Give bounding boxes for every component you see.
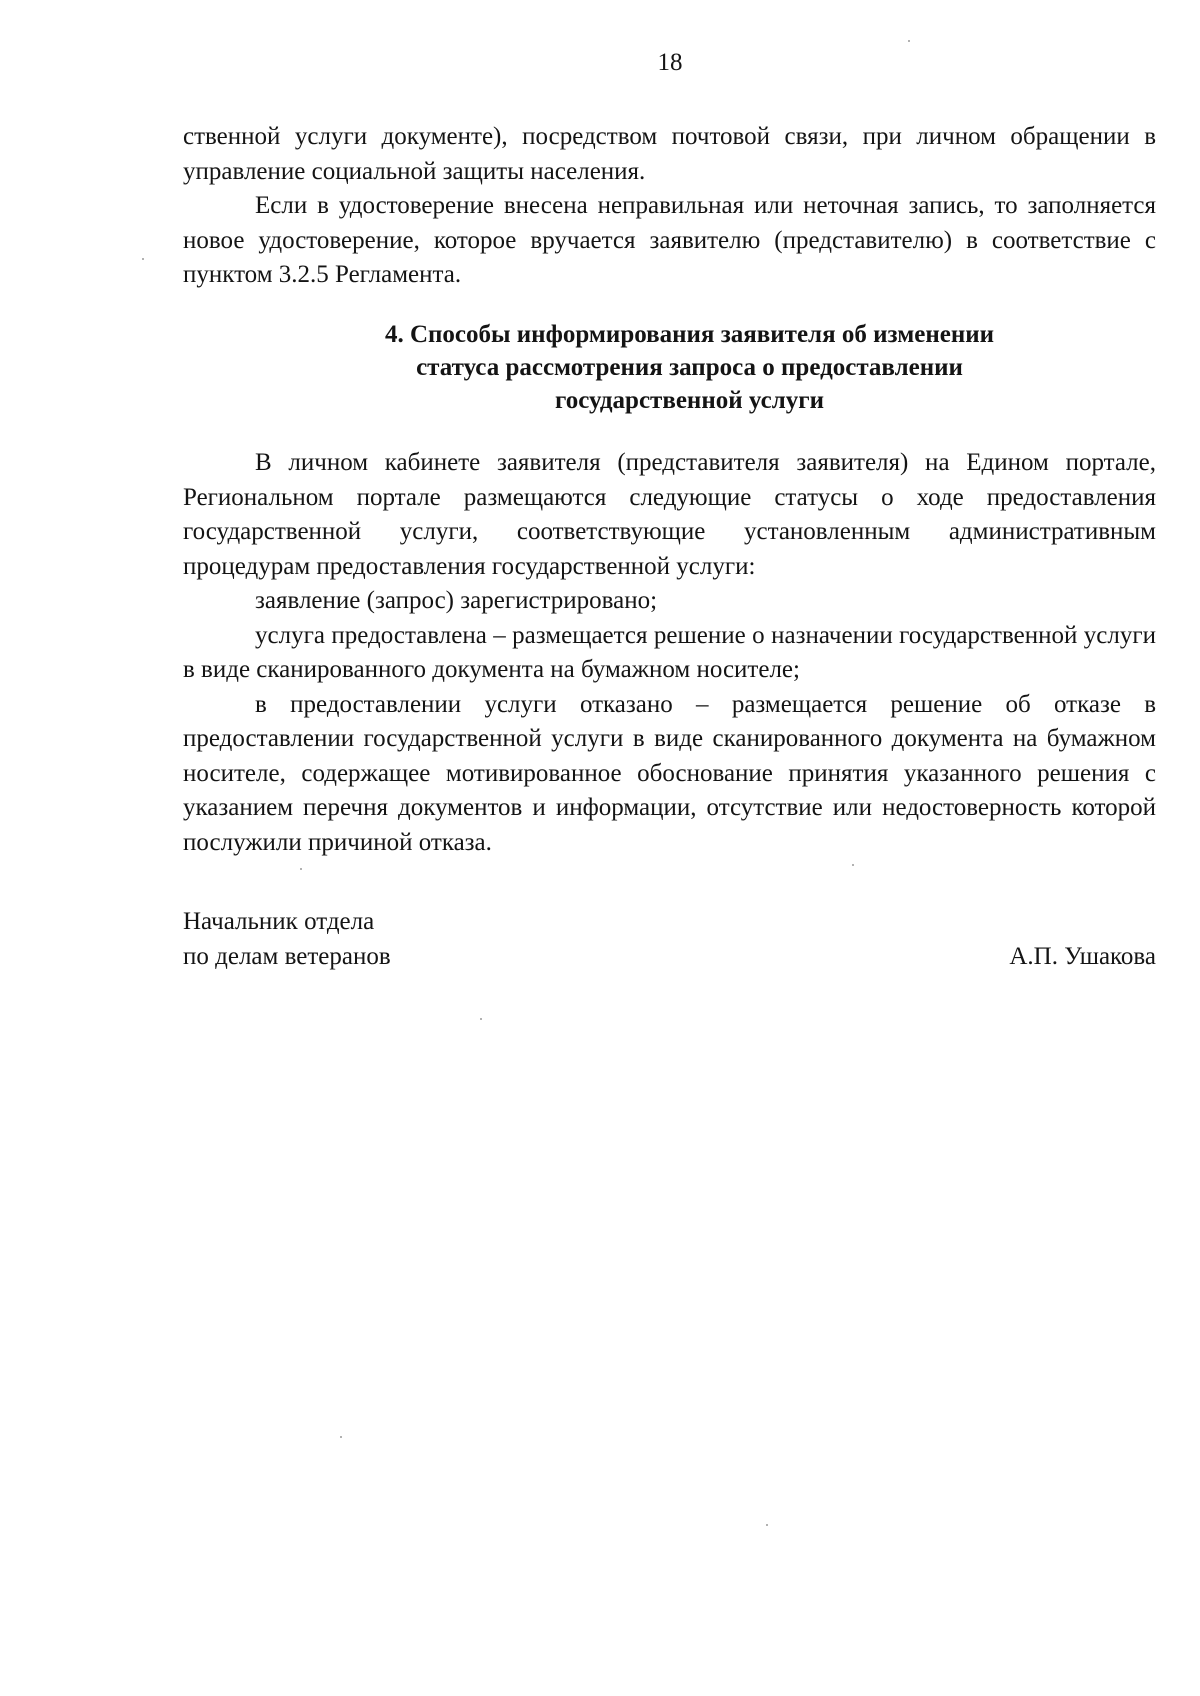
status-service-refused: в предоставлении услуги отказано – размещается решение об отказе в предоставлении государственной услуги в виде сканированного документа на бумажном носителе, содержащее мотивированное обоснование принятия указанного решения с указанием перечня документов и информации, отсутствие или недостоверность которой послужили причиной отказа.	[183, 690, 1156, 856]
position-line-2: по делам ветеранов	[183, 943, 391, 970]
position-line-1: Начальник отдела	[183, 908, 375, 935]
status-text-block	[183, 446, 1156, 860]
scan-speck	[908, 40, 910, 42]
paragraph-continuation: ственной услуги документе), посредством почтовой связи, при личном обращении в управление социальной защиты населения.	[183, 123, 1156, 185]
signatory-name: А.П. Ушакова	[1009, 943, 1156, 970]
scan-speck	[142, 258, 144, 260]
scan-speck	[340, 1436, 342, 1438]
status-service-provided: услуга предоставлена – размещается решение о назначении государственной услуги в виде сканированного документа на бумажном носителе;	[183, 621, 1156, 683]
top-text-block	[183, 120, 1156, 293]
scan-speck	[766, 1524, 768, 1526]
paragraph-personal-account: В личном кабинете заявителя (представителя заявителя) на Едином портале, Региональном портале размещаются следующие статусы о ходе предоставления государственной услуги, соответствующие установленным административным процедурам предоставления государственной услуги:	[183, 449, 1156, 580]
scan-speck	[300, 868, 302, 870]
paragraph-incorrect-entry: Если в удостоверение внесена неправильная или неточная запись, то заполняется новое удостоверение, которое вручается заявителю (представителю) в соответствие с пунктом 3.2.5 Регламента.	[183, 192, 1156, 288]
scan-speck	[852, 864, 854, 866]
status-registered: заявление (запрос) зарегистрировано;	[255, 587, 658, 614]
heading-line-1: 4. Способы информирования заявителя об изменении	[384, 321, 995, 348]
section-heading	[183, 318, 1156, 417]
heading-line-2: статуса рассмотрения запроса о предоставлении	[416, 354, 963, 381]
signature-block	[183, 904, 1156, 974]
scan-speck	[480, 1018, 482, 1020]
page-number: 18	[657, 49, 683, 76]
heading-line-3: государственной услуги	[554, 387, 825, 414]
